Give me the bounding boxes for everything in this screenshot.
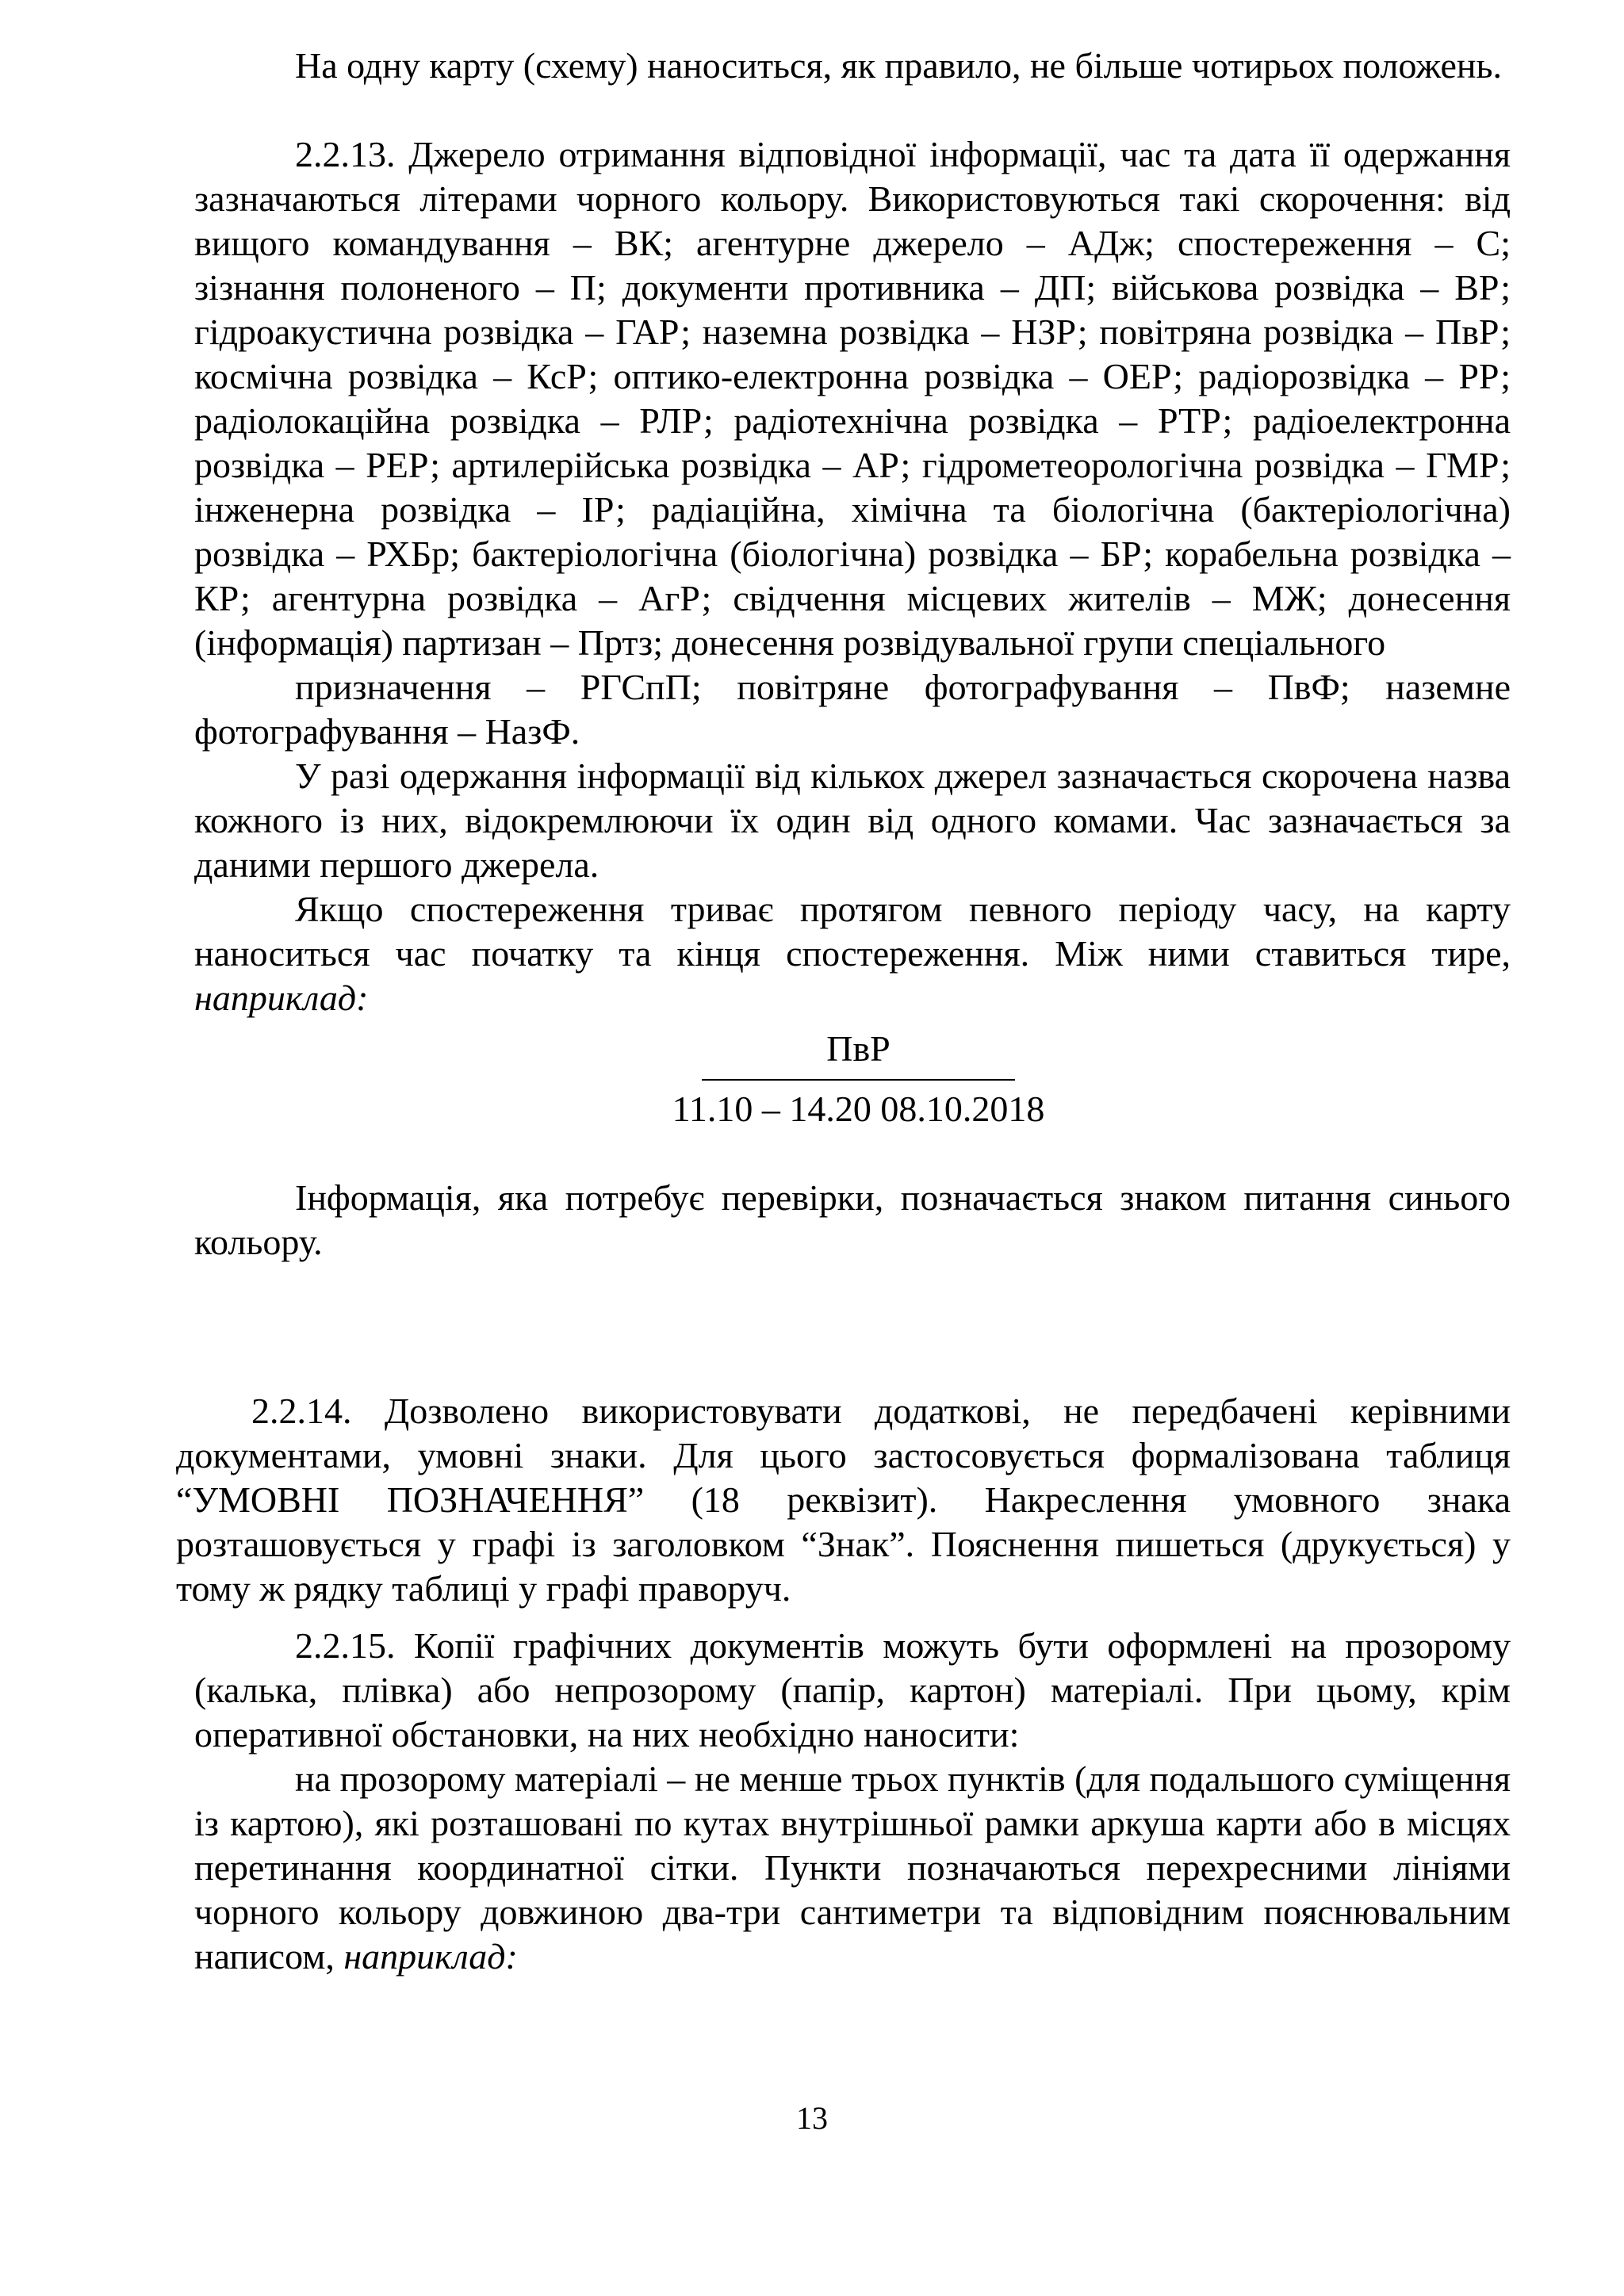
paragraph-positions-limit: На одну карту (схему) наноситься, як правило, не більше чотирьох положень. (295, 45, 1503, 86)
paragraph-multiple-sources: У разі одержання інформації від кількох джерел зазначається скорочена назва кожного із них, відокремлюючи їх один від одного комами. Час зазначається за даними першого джерела. (194, 756, 1511, 885)
fraction-numerator: ПвР (702, 1027, 1015, 1081)
observation-period-text: Якщо спостереження триває протягом певного періоду часу, на карту наноситься час початку та кінця спостереження. Між ними ставиться тире, (194, 889, 1511, 974)
example-fraction (194, 1027, 1511, 1131)
paragraph-2-2-13: 2.2.13. Джерело отримання відповідної інформації, час та дата її одержання зазначаються літерами чорного кольору. Використовуються такі скорочення: від вищого командування – ВК; агентурне джерело – АДж; спостереження – С; зізнання полоненого – П; документи противника – ДП; військова розвідка – ВР; гідроакустична розвідка – ГАР; наземна розвідка – НЗР; повітряна розвідка – ПвР; космічна розвідка – КсР; оптико-електронна розвідка – ОЕР; радіорозвідка – РР; радіолокаційна розвідка – РЛР; радіотехнічна розвідка – РТР; радіоелектронна розвідка – РЕР; артилерійська розвідка – АР; гідрометеорологічна розвідка – ГМР; інженерна розвідка – ІР; радіаційна, хімічна та біологічна (бактеріологічна) розвідка – РХБр; бактеріологічна (біологічна) розвідка – БР; корабельна розвідка – КР; агентурна розвідка – АгР; свідчення місцевих жителів – МЖ; донесення (інформація) партизан – Пртз; донесення розвідувальної групи спеціального (194, 134, 1511, 663)
document-body-top (194, 44, 1511, 1265)
document-body-bottom (194, 1624, 1511, 1979)
paragraph-abbreviations-continued: призначення – РГСпП; повітряне фотографування – ПвФ; наземне фотографування – НазФ. (194, 667, 1511, 752)
paragraph-2-2-14: 2.2.14. Дозволено використовувати додаткові, не передбачені керівними документами, умовні знаки. Для цього застосовується формалізована таблиця “УМОВНІ ПОЗНАЧЕННЯ” (18 реквізит). Накреслення умовного знака розташовується у графі із заголовком “Знак”. Пояснення пишеться (друкується) у тому ж рядку таблиці у графі праворуч. (176, 1391, 1511, 1609)
example-label-2: наприклад: (343, 1936, 518, 1976)
transparent-material-text: на прозорому матеріалі – не менше трьох пунктів (для подальшого суміщення із картою), які розташовані по кутах внутрішньої рамки аркуша карти або в місцях перетинання координатної сітки. Пункти позначаються перехресними лініями чорного кольору довжиною два-три сантиметри та відповідним пояснювальним написом, (194, 1758, 1511, 1976)
paragraph-observation-period (194, 887, 1511, 1020)
paragraph-transparent-material (194, 1757, 1511, 1979)
paragraph-verification-mark: Інформація, яка потребує перевірки, позначається знаком питання синього кольору. (194, 1177, 1511, 1262)
paragraph-2-2-15: 2.2.15. Копії графічних документів можуть бути оформлені на прозорому (калька, плівка) або непрозорому (папір, картон) матеріалі. При цьому, крім оперативної обстановки, на них необхідно наносити: (194, 1625, 1511, 1755)
document-body-middle (176, 1389, 1511, 1611)
page-number: 13 (796, 2100, 828, 2136)
fraction-denominator: 11.10 – 14.20 08.10.2018 (672, 1089, 1045, 1129)
example-label: наприклад: (194, 978, 369, 1018)
